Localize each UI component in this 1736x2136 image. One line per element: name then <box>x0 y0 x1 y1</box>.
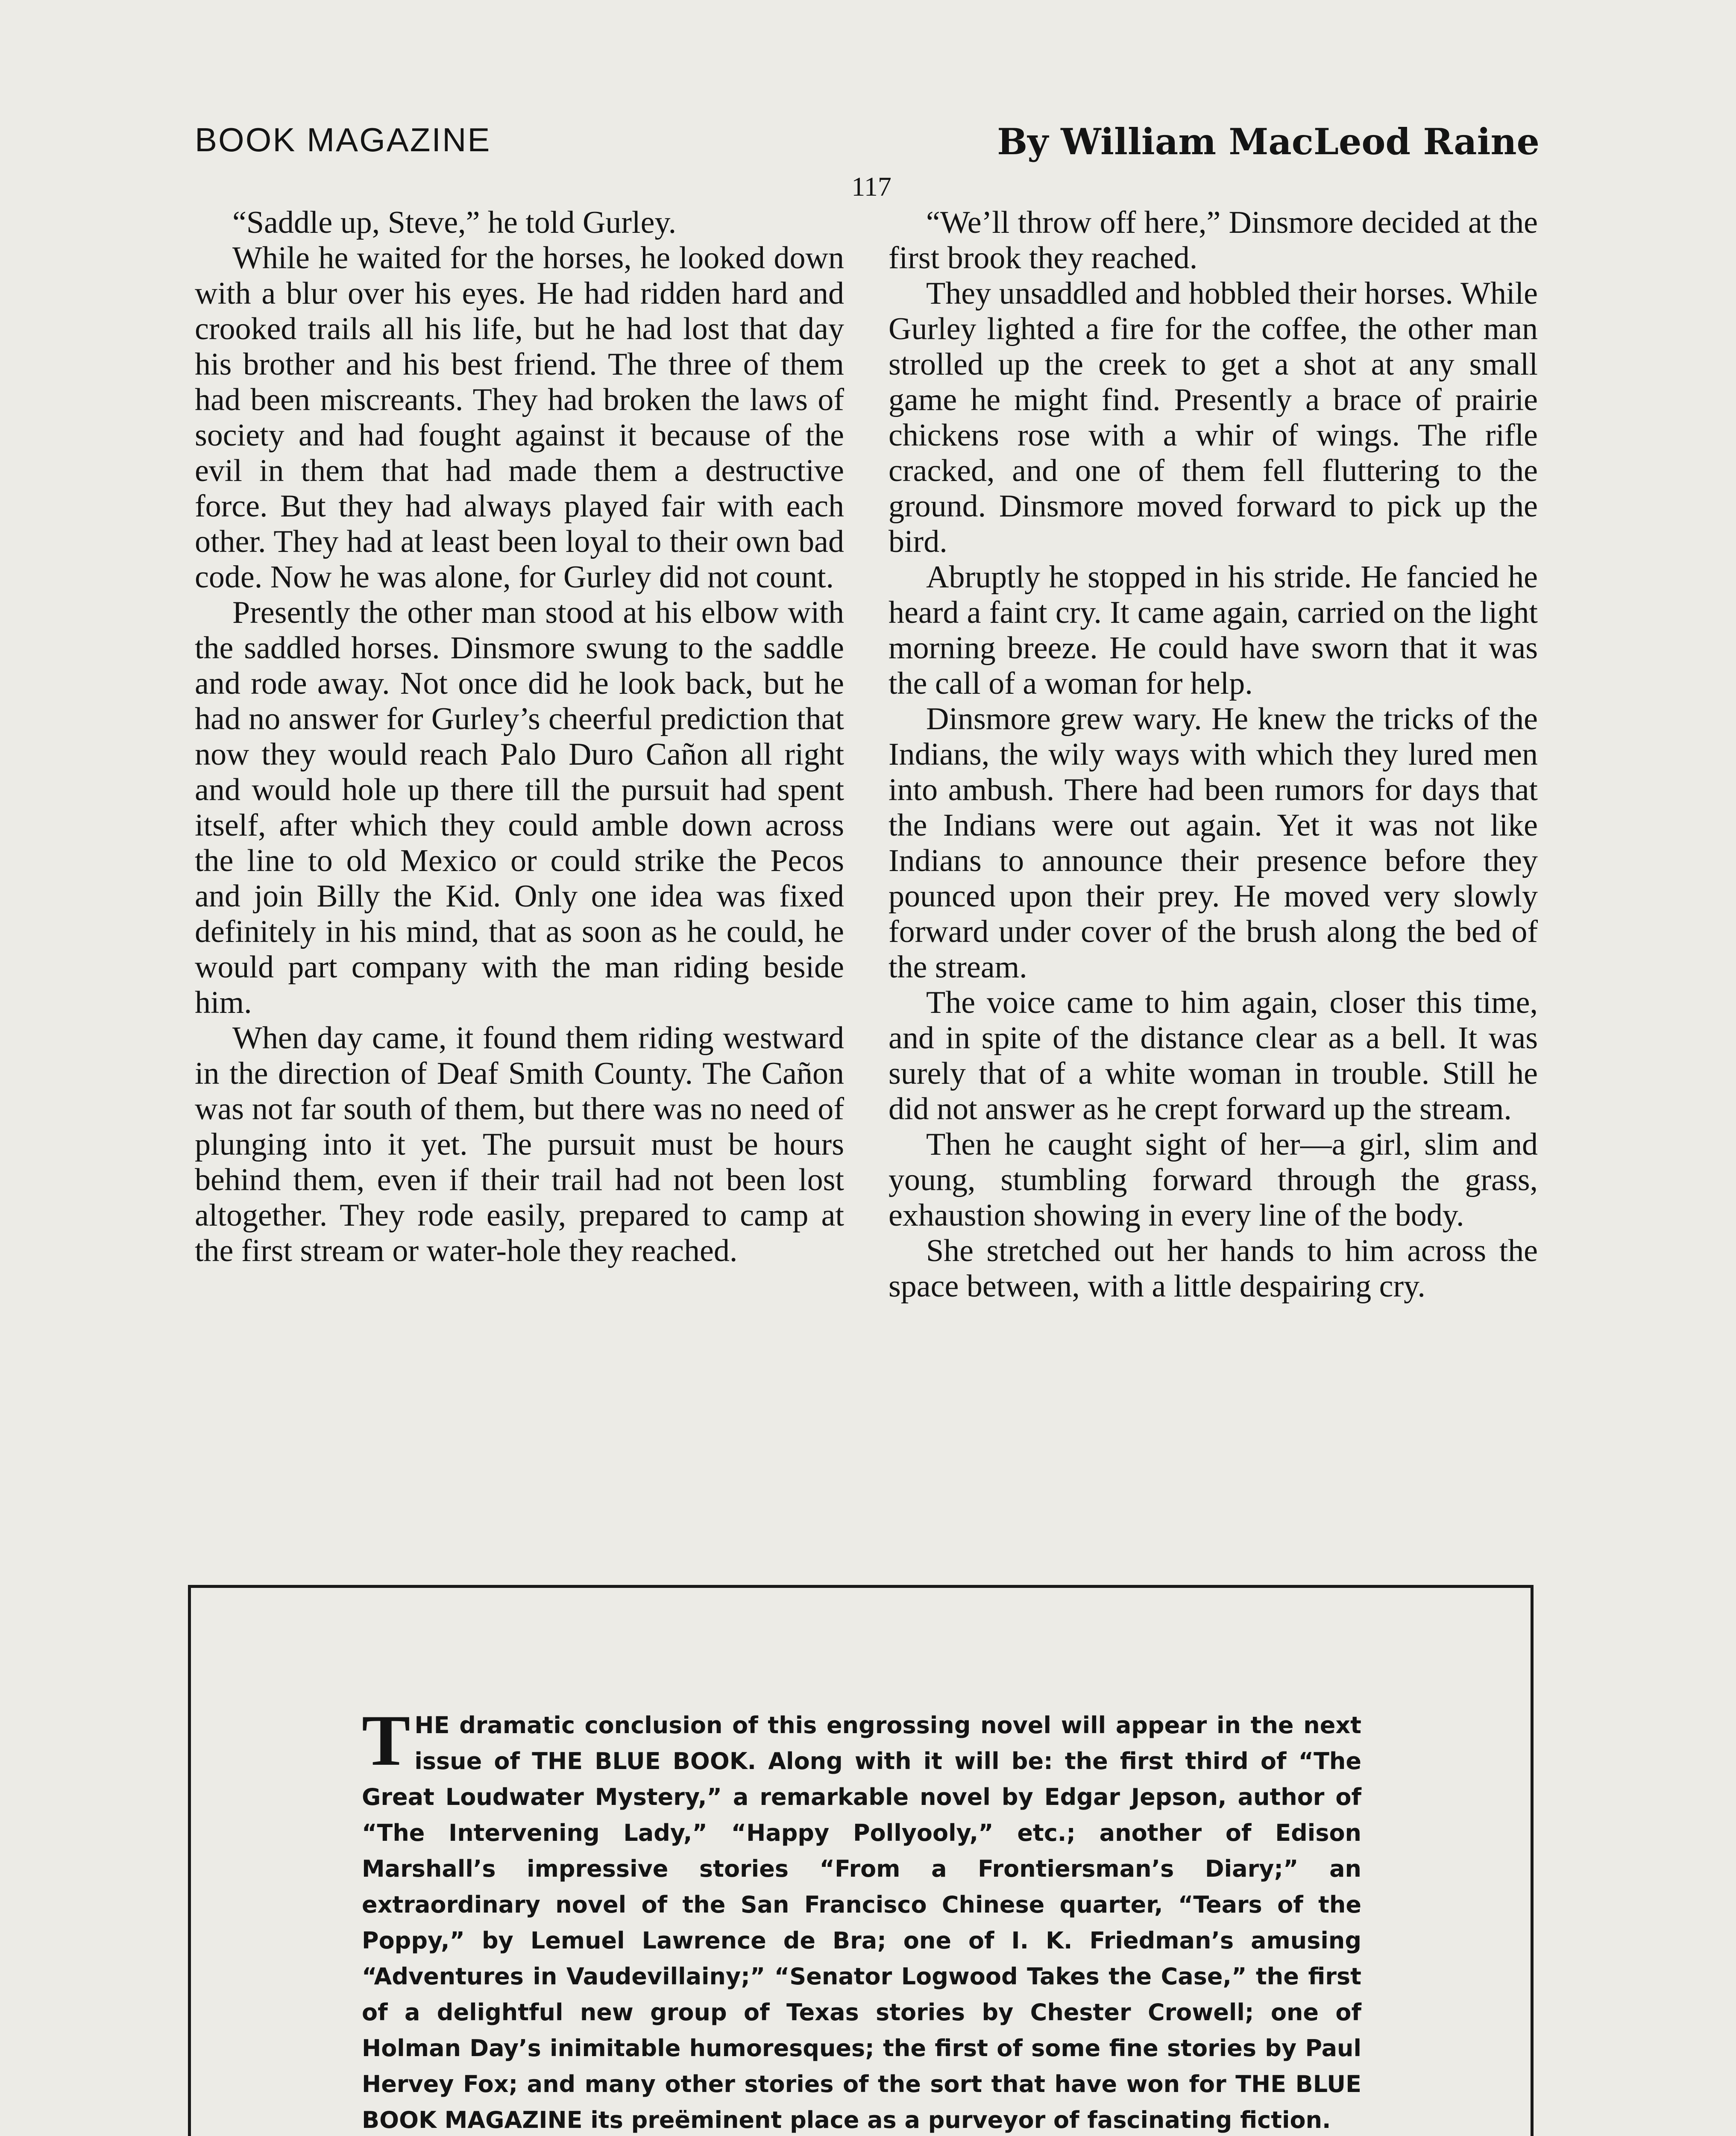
paragraph: Presently the other man stood at his elbow with the saddled horses. Dinsmore swung to the saddle and rode away. Not once did he look back, but he had no answer for Gurley’s cheerful prediction that now they would reach Palo Duro Cañon all right and would hole up there till the pursuit had spent itself, after which they could amble down across the line to old Mexico or could strike the Pecos and join Billy the Kid. Only one idea was fixed definitely in his mind, that as soon as he could, he would part company with the man riding beside him. <box>195 595 844 1020</box>
paragraph: Abruptly he stopped in his stride. He fancied he heard a faint cry. It came again, carried on the light morning breeze. He could have sworn that it was the call of a woman for help. <box>889 560 1538 701</box>
drop-cap: T <box>362 1700 411 1781</box>
paragraph: Then he caught sight of her—a girl, slim and young, stumbling forward through the grass, exhaustion showing in every line of the body. <box>889 1127 1538 1233</box>
paragraph: Dinsmore grew wary. He knew the tricks of the Indians, the wily ways with which they lured men into ambush. There had been rumors for days that the Indians were out again. Yet it was not like Indians to announce their presence before they pounced upon their prey. He moved very slowly forward under cover of the brush along the bed of the stream. <box>889 701 1538 985</box>
page-number: 117 <box>851 171 891 202</box>
next-issue-notice-text <box>362 1700 1361 2136</box>
paragraph: “Saddle up, Steve,” he told Gurley. <box>232 205 677 240</box>
next-issue-notice-box <box>188 1585 1534 2136</box>
right-column <box>889 205 1538 1304</box>
paragraph: The voice came to him again, closer this time, and in spite of the distance clear as a bell. It was surely that of a white woman in trouble. Still he did not answer as he crept forward up the stream. <box>889 985 1538 1127</box>
magazine-title: BOOK MAGAZINE <box>195 121 491 158</box>
paragraph: “We’ll throw off here,” Dinsmore decided at the first brook they reached. <box>889 205 1538 276</box>
paragraph: They unsaddled and hobbled their horses. While Gurley lighted a fire for the coffee, the other man strolled up the creek to get a shot at any small game he might find. Presently a brace of prairie chickens rose with a whir of wings. The rifle cracked, and one of them fell fluttering to the ground. Dinsmore moved forward to pick up the bird. <box>889 276 1538 559</box>
paragraph: She stretched out her hands to him across the space between, with a little despairing cry. <box>889 1233 1538 1304</box>
paragraph: While he waited for the horses, he looked down with a blur over his eyes. He had ridden hard and crooked trails all his life, but he had lost that day his brother and his best friend. The three of them had been miscreants. They had broken the laws of society and had fought against it because of the evil in them that had made them a destructive force. But they had always played fair with each other. They had at least been loyal to their own bad code. Now he was alone, for Gurley did not count. <box>195 241 844 595</box>
paragraph: When day came, it found them riding westward in the direction of Deaf Smith County. The Cañon was not far south of them, but there was no need of plunging into it yet. The pursuit must be hours behind them, even if their trail had not been lost altogether. They rode easily, prepared to camp at the first stream or water-hole they reached. <box>195 1021 844 1268</box>
left-column <box>195 205 844 1269</box>
author-byline: By William MacLeod Raine <box>997 120 1540 163</box>
notice-body: HE dramatic conclusion of this engrossing novel will appear in the next issue of THE BLUE BOOK. Along with it will be: the first third of “The Great Loudwater Mystery,” a remarkable novel by Edgar Jepson, author of “The Intervening Lady,” “Happy Pollyooly,” etc.; another of Edison Marshall’s impressive stories “From a Frontiersman’s Diary;” an extraordinary novel of the San Francisco Chinese quarter, “Tears of the Poppy,” by Lemuel Lawrence de Bra; one of I. K. Friedman’s amusing “Adventures in Vaudevillainy;” “Senator Logwood Takes the Case,” the first of a delightful new group of Texas stories by Chester Crowell; one of Holman Day’s inimitable humoresques; the first of some fine stories by Paul Hervey Fox; and many other stories of the sort that have won for THE BLUE BOOK MAGAZINE its preëminent place as a purveyor of fascinating fiction. <box>362 1712 1361 2133</box>
